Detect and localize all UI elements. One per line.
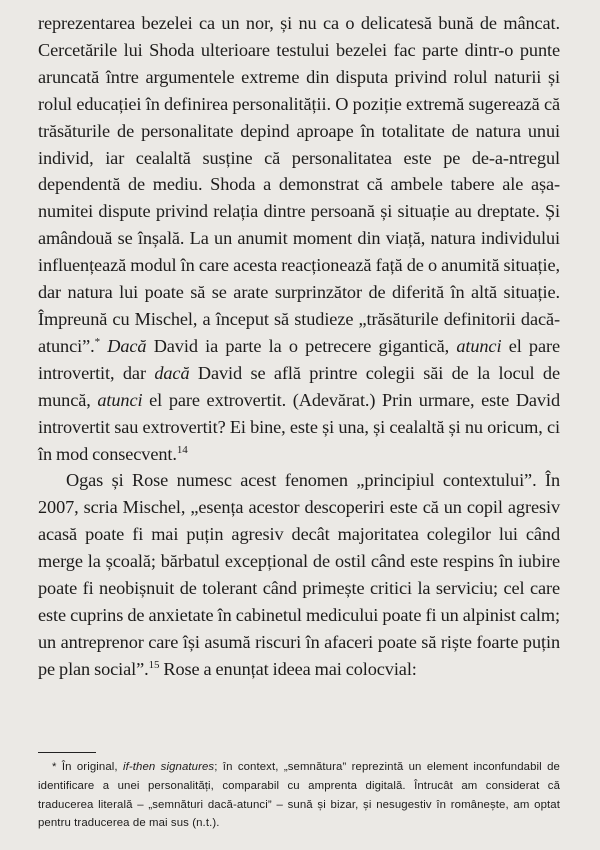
note-marker: 14 xyxy=(176,443,188,456)
note-marker: * xyxy=(94,335,100,348)
text-run: Ogas și Rose numesc acest fenomen „principiul contextului”. În 2007, scria Mischel, „esența acestor descoperiri este că un copil agresiv acasă poate fi mai puțin agresiv decât majoritatea colegilor lui când merge la școală; bărbatul excepțional de ostil când este respins în iubire poate fi neobișnuit de tolerant când primește critici la serviciu; cel care este cuprins de anxietate în cabinetul medicului poate fi un alpinist calm; un antreprenor care își asumă riscuri în afaceri poate să riște foarte puțin pe plan social”. xyxy=(38,470,560,679)
text-run: el pare extrovertit. (Adevărat.) Prin urmare, este David introvertit sau extrovertit? Ei bine, este și una, și cealaltă și nu oricum, ci în mod consecvent. xyxy=(38,389,560,464)
italic-text: Dacă xyxy=(107,335,147,356)
italic-text: atunci xyxy=(97,389,143,410)
note-marker: 15 xyxy=(148,658,160,671)
footnote-divider xyxy=(38,752,96,753)
text-run: ; în context, „semnătura” reprezintă un element inconfundabil de identificare a unei personalități, comparabil cu amprenta digitală. Întrucât am considerat că traducerea literală – „semnături dacă-atunci” – sună și bizar, și nesugestiv în românește, am optat pentru traducerea de mai sus (n.t.). xyxy=(38,761,560,830)
italic-text: atunci xyxy=(456,335,502,356)
italic-text: dacă xyxy=(154,362,190,383)
text-run: * În original, xyxy=(52,761,123,773)
footnote xyxy=(38,758,560,833)
italic-text: if-then signatures xyxy=(122,761,215,773)
text-run: Rose a enunțat ideea mai colocvial: xyxy=(159,658,417,679)
body-text xyxy=(38,10,560,683)
paragraph-1 xyxy=(38,10,560,467)
text-run: el pare introvertit, dar xyxy=(38,335,560,383)
text-run: David se află printre colegii săi de la locul de muncă, xyxy=(38,362,560,410)
paragraph-2 xyxy=(38,467,560,682)
text-run: David ia parte la o petrecere gigantică, xyxy=(146,335,457,356)
text-run: reprezentarea bezelei ca un nor, și nu ca o delicatesă bună de mâncat. Cercetările lui Shoda ulterioare testului bezelei fac parte dintr-o punte aruncată între argumentele extreme din disputa privind rolul naturii și rolul educației în definirea personalității. O poziție extremă sugerează că trăsăturile de personalitate depind aproape în totalitate de natura unui individ, iar cealaltă susține că personalitatea este pe de-a-ntregul dependentă de mediu. Shoda a demonstrat că ambele tabere ale așa-numitei dispute privind relația dintre persoană și situație au dreptate. Și amândouă se înșală. La un anumit moment din viață, natura individului influențează modul în care acesta reacționează față de o anumită situație, dar natura lui poate să se arate surprinzător de diferită în altă situație. Împreună cu Mischel, a început să studieze „trăsăturile definitorii dacă-atunci”. xyxy=(38,13,560,356)
